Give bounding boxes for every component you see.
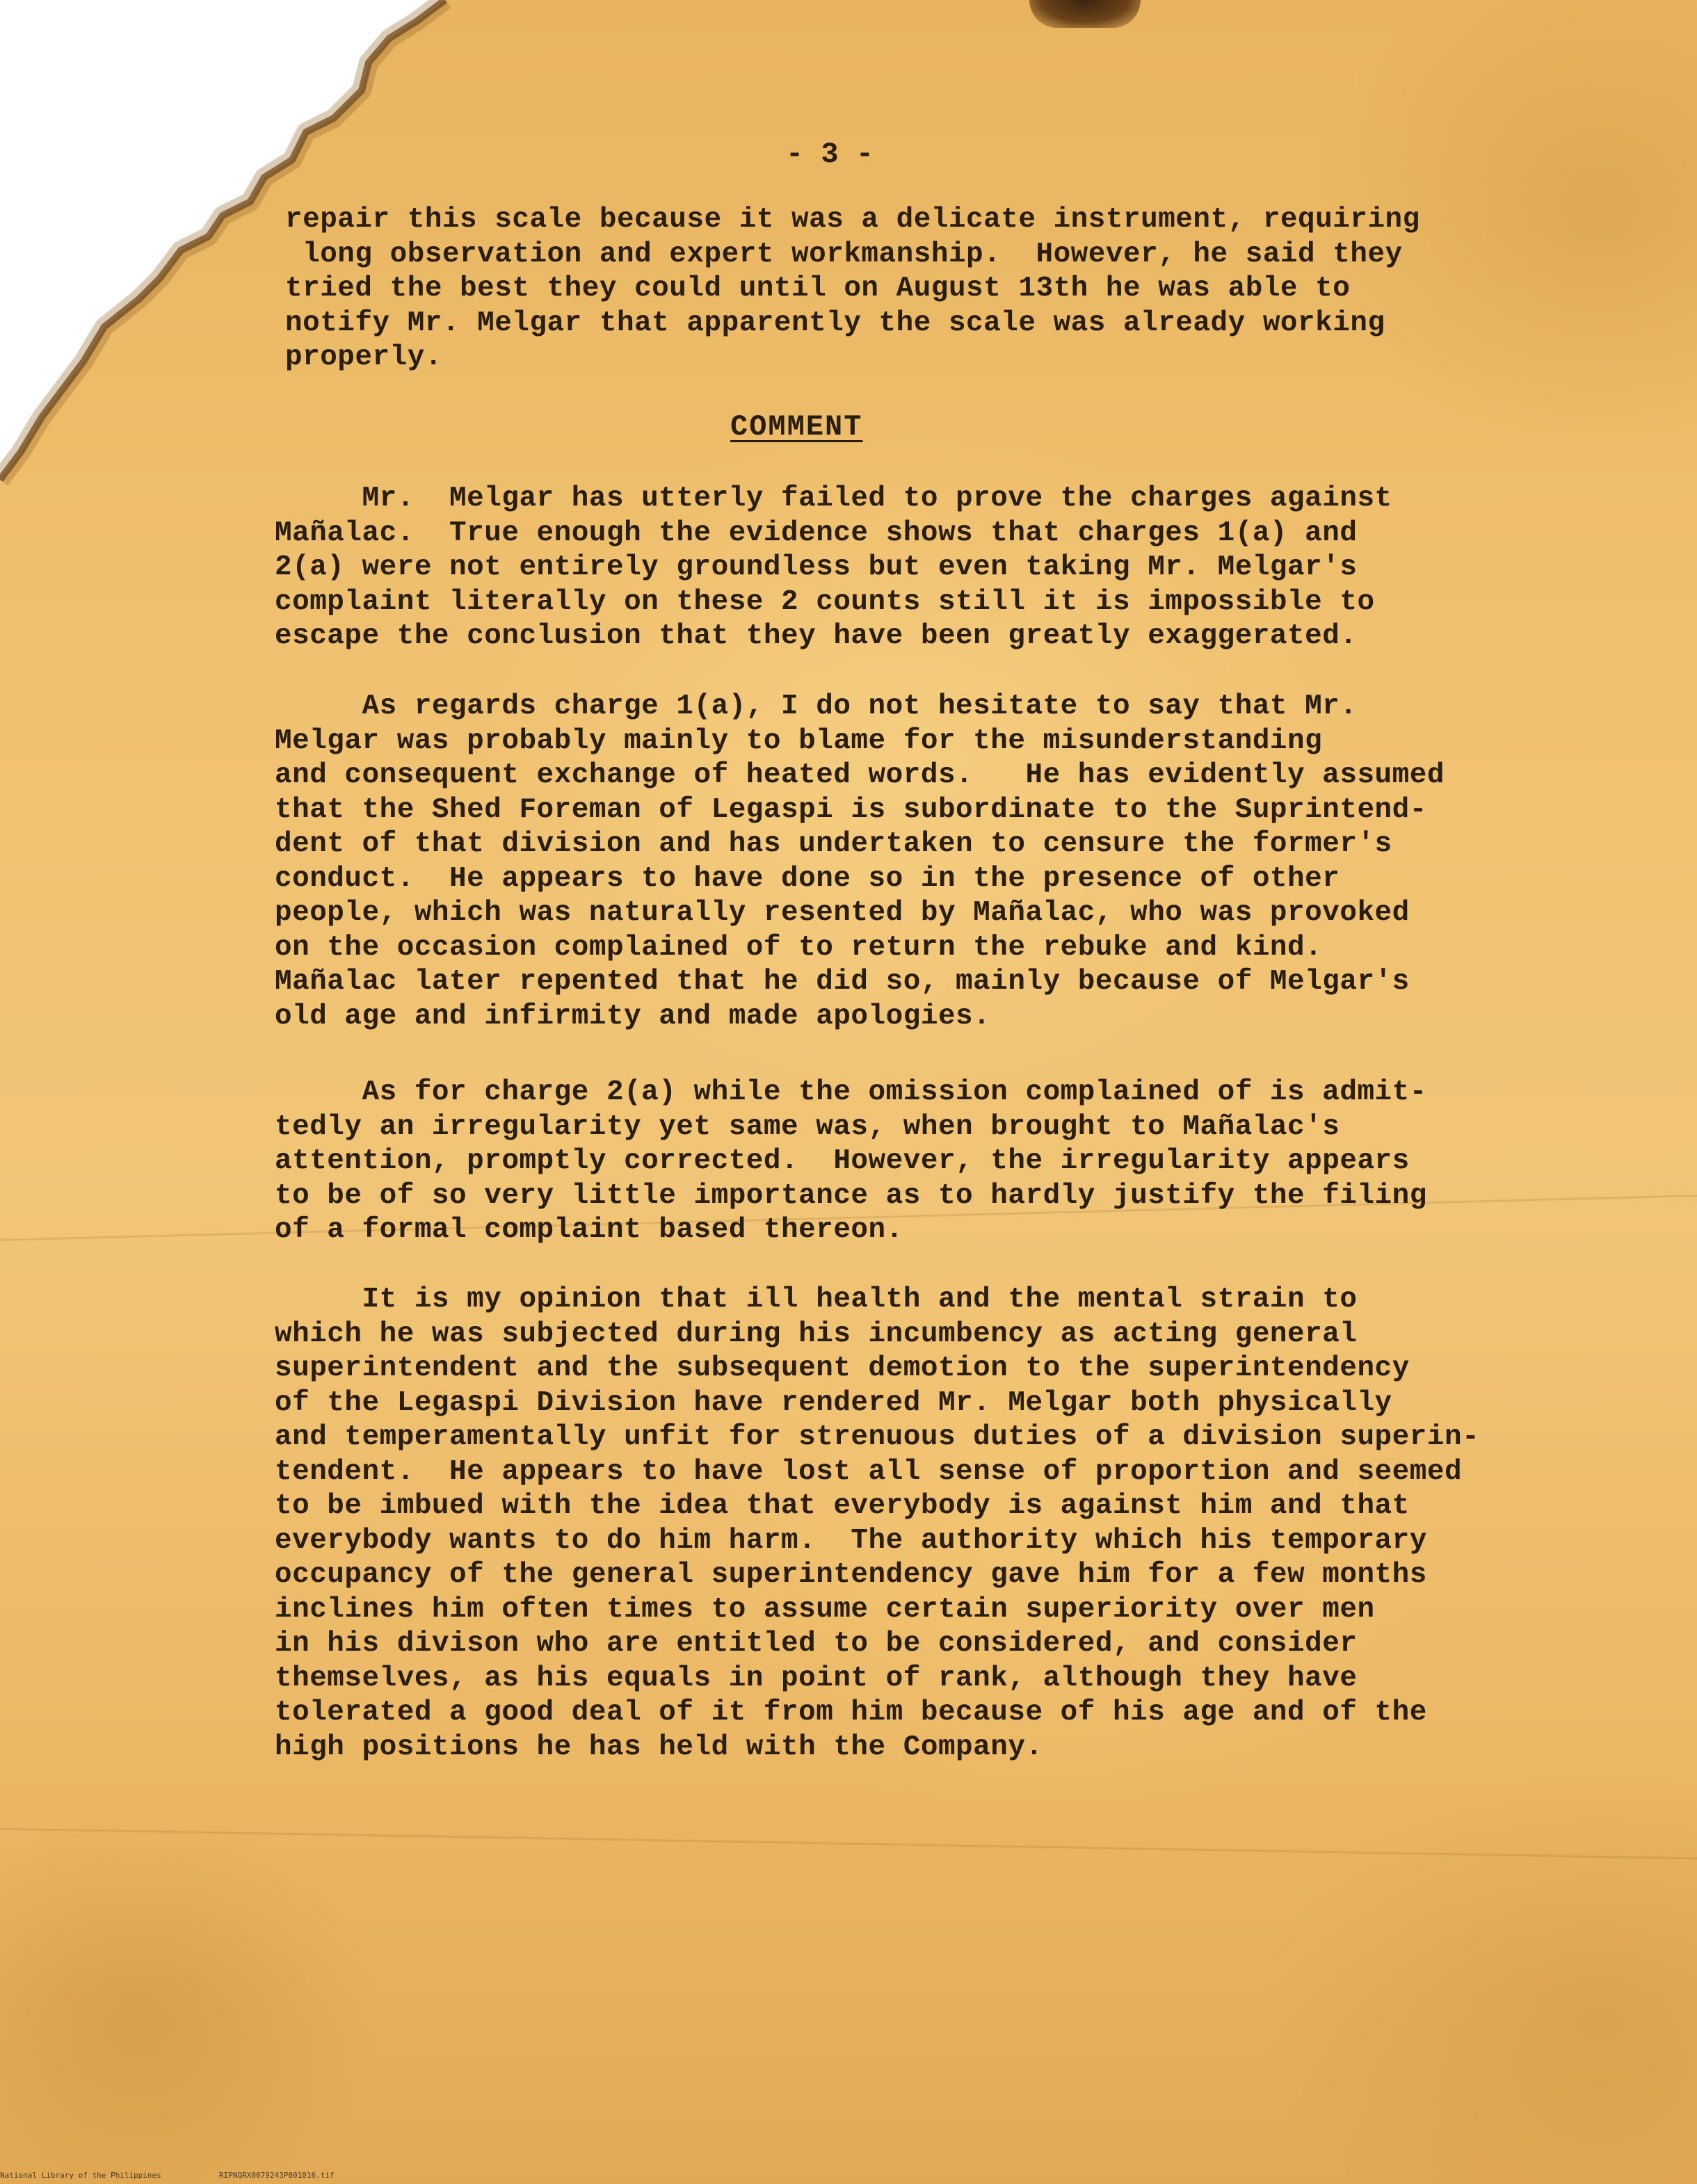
text-line: long observation and expert workmanship. However, he said they xyxy=(285,238,1403,270)
text-line: superintendent and the subsequent demotion to the superintendency xyxy=(275,1352,1410,1384)
text-line: Mr. Melgar has utterly failed to prove the charges against xyxy=(275,483,1392,515)
text-line: As regards charge 1(a), I do not hesitate to say that Mr. xyxy=(275,690,1358,722)
text-line: people, which was naturally resented by Mañalac, who was provoked xyxy=(275,897,1410,929)
paragraph xyxy=(285,203,1509,375)
text-line: Mañalac later repented that he did so, mainly because of Melgar's xyxy=(275,966,1410,998)
paragraph xyxy=(275,690,1499,1034)
text-line: of the Legaspi Division have rendered Mr. Melgar both physically xyxy=(275,1386,1392,1419)
text-line: It is my opinion that ill health and the mental strain to xyxy=(275,1284,1358,1316)
text-line: dent of that division and has undertaken to censure the former's xyxy=(275,828,1392,860)
text-line: properly. xyxy=(285,341,442,373)
text-line: Melgar was probably mainly to blame for the misunderstanding xyxy=(275,725,1323,757)
text-line: themselves, as his equals in point of rank, although they have xyxy=(275,1662,1358,1694)
text-line: to be imbued with the idea that everybody is against him and that xyxy=(275,1490,1410,1522)
text-line: and consequent exchange of heated words. He has evidently assumed xyxy=(275,759,1445,791)
text-line: escape the conclusion that they have been greatly exaggerated. xyxy=(275,620,1358,652)
paper-crease xyxy=(0,1828,1697,1860)
text-line: tried the best they could until on August 13th he was able to xyxy=(285,273,1351,305)
text-line: attention, promptly corrected. However, the irregularity appears xyxy=(275,1145,1410,1177)
text-line: notify Mr. Melgar that apparently the scale was already working xyxy=(285,307,1385,339)
text-line: occupancy of the general superintendency gave him for a few months xyxy=(275,1559,1427,1591)
paragraph xyxy=(275,1283,1499,1765)
text-line: in his divison who are entitled to be considered, and consider xyxy=(275,1628,1358,1660)
text-line: that the Shed Foreman of Legaspi is subordinate to the Suprintend- xyxy=(275,793,1427,826)
text-line: repair this scale because it was a delicate instrument, requiring xyxy=(285,204,1420,236)
text-line: 2(a) were not entirely groundless but even taking Mr. Melgar's xyxy=(275,551,1358,583)
text-line: conduct. He appears to have done so in the presence of other xyxy=(275,862,1340,895)
text-line: inclines him often times to assume certain superiority over men xyxy=(275,1593,1375,1626)
text-line: of a formal complaint based thereon. xyxy=(275,1214,903,1246)
page-number: - 3 - xyxy=(786,138,874,171)
text-line: everybody wants to do him harm. The authority which his temporary xyxy=(275,1524,1427,1557)
file-identifier: RIPNQRX0079243P001016.tif xyxy=(219,2171,335,2180)
text-line: tendent. He appears to have lost all sense of proportion and seemed xyxy=(275,1455,1463,1488)
text-line: which he was subjected during his incumbency as acting general xyxy=(275,1318,1358,1350)
text-line: tedly an irregularity yet same was, when brought to Mañalac's xyxy=(275,1110,1340,1143)
text-line: Mañalac. True enough the evidence shows that charges 1(a) and xyxy=(275,517,1358,549)
burn-mark xyxy=(1029,0,1141,28)
text-line: old age and infirmity and made apologies. xyxy=(275,1000,991,1033)
paragraph xyxy=(275,1076,1499,1248)
text-line: complaint literally on these 2 counts still it is impossible to xyxy=(275,585,1375,618)
section-heading: COMMENT xyxy=(730,410,863,444)
text-line: high positions he has held with the Company. xyxy=(275,1731,1043,1763)
paragraph xyxy=(275,482,1499,654)
text-line: to be of so very little importance as to hardly justify the filing xyxy=(275,1179,1427,1212)
text-line: and temperamentally unfit for strenuous duties of a division superin- xyxy=(275,1421,1480,1453)
text-line: on the occasion complained of to return the rebuke and kind. xyxy=(275,931,1323,964)
text-line: tolerated a good deal of it from him because of his age and of the xyxy=(275,1697,1427,1729)
archive-stamp: National Library of the Philippines xyxy=(0,2171,161,2180)
text-line: As for charge 2(a) while the omission complained of is admit- xyxy=(275,1076,1427,1108)
